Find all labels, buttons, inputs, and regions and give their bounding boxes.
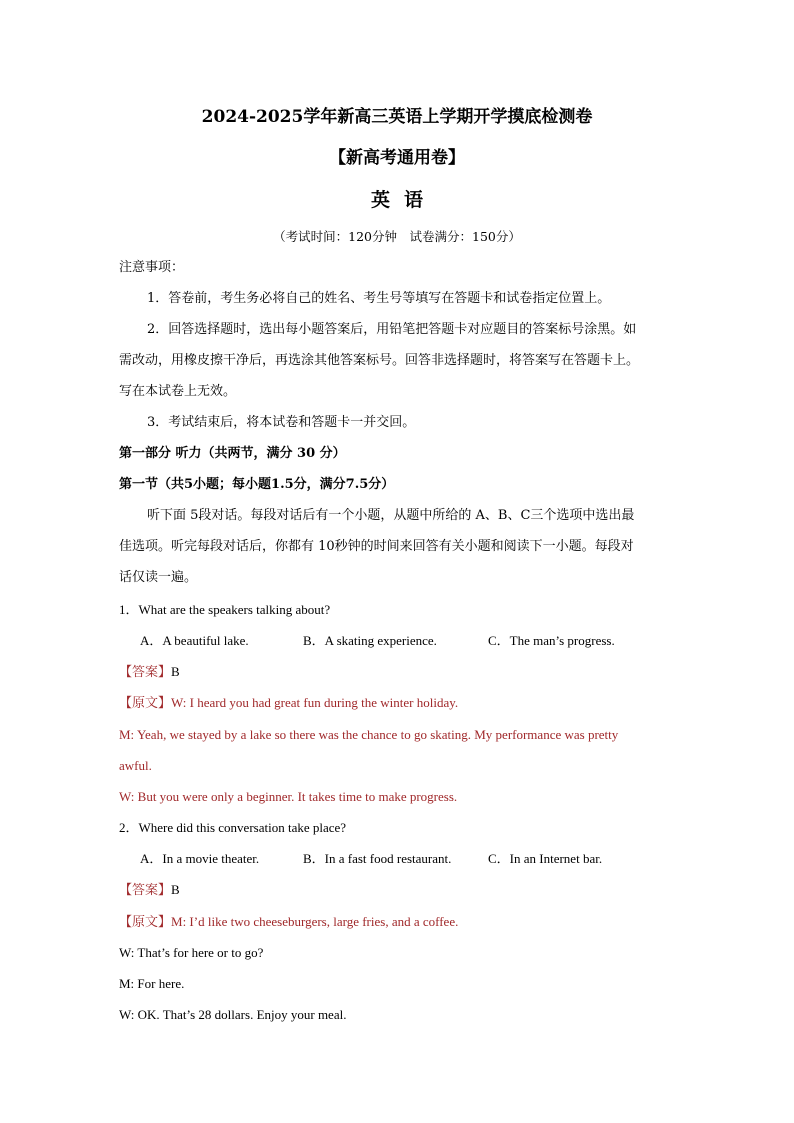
q2-script-line4: W: OK. That’s 28 dollars. Enjoy your meal.	[119, 1007, 347, 1022]
q2-script-tag: 【原文】	[119, 915, 172, 930]
note-item-1: 1．答卷前，考生务必将自己的姓名、考生号等填写在答题卡和试卷指定位置上。	[147, 291, 611, 306]
q1-text: 1．What are the speakers talking about?	[119, 602, 331, 617]
part1-heading: 第一部分 听力（共两节，满分 30 分）	[119, 446, 346, 461]
q1-script	[119, 694, 458, 713]
q2-answer	[119, 881, 180, 900]
q1-answer-tag: 【答案】	[119, 665, 172, 680]
q1-script-line2-cont: awful.	[119, 758, 152, 773]
q1-script-tag: 【原文】	[119, 696, 172, 711]
q2-option-a: A．In a movie theater.	[140, 851, 260, 866]
q1-script-line2: M: Yeah, we stayed by a lake so there was the chance to go skating. My performance was pretty	[119, 727, 619, 742]
q1-option-a: A．A beautiful lake.	[140, 633, 249, 648]
q2-script-line3: M: For here.	[119, 976, 185, 991]
q2-script-line1: M: I’d like two cheeseburgers, large fries, and a coffee.	[171, 914, 459, 929]
subject-title: 英语	[370, 189, 437, 211]
q1-option-c: C．The man’s progress.	[488, 633, 615, 648]
instructions-cont: 佳选项。听完每段对话后，你都有 10秒钟的时间来回答有关小题和阅读下一小题。每段对	[119, 539, 634, 554]
exam-title: 2024-2025学年新高三英语上学期开学摸底检测卷	[201, 107, 593, 127]
q2-script-line2: W: That’s for here or to go?	[119, 945, 264, 960]
q2-answer-value: B	[171, 882, 180, 897]
notes-heading: 注意事项：	[119, 260, 185, 275]
note-item-2-cont2: 写在本试卷上无效。	[119, 384, 237, 399]
q2-option-b: B．In a fast food restaurant.	[303, 851, 452, 866]
note-item-2: 2．回答选择题时，选出每小题答案后，用铅笔把答题卡对应题目的答案标号涂黑。如	[147, 322, 637, 337]
exam-subtitle: 【新高考通用卷】	[329, 148, 465, 168]
q1-option-b: B．A skating experience.	[303, 633, 437, 648]
q1-script-line1: W: I heard you had great fun during the winter holiday.	[171, 695, 459, 710]
q2-text: 2．Where did this conversation take place?	[119, 820, 347, 835]
note-item-3: 3．考试结束后，将本试卷和答题卡一并交回。	[147, 415, 416, 430]
exam-info: （考试时间：120分钟 试卷满分：150分）	[273, 229, 521, 244]
q1-answer-value: B	[171, 664, 180, 679]
q2-option-c: C．In an Internet bar.	[488, 851, 603, 866]
q2-answer-tag: 【答案】	[119, 883, 172, 898]
note-item-2-cont: 需改动，用橡皮擦干净后，再选涂其他答案标号。回答非选择题时，将答案写在答题卡上。	[119, 353, 640, 368]
q1-script-line3: W: But you were only a beginner. It takes time to make progress.	[119, 789, 458, 804]
q1-answer	[119, 663, 180, 682]
instructions-cont2: 话仅读一遍。	[119, 570, 198, 585]
instructions: 听下面 5段对话。每段对话后有一个小题，从题中所给的 A、B、C三个选项中选出最	[147, 508, 635, 523]
section1-heading: 第一节（共5小题；每小题1.5分，满分7.5分）	[119, 477, 395, 492]
q2-script	[119, 913, 458, 932]
